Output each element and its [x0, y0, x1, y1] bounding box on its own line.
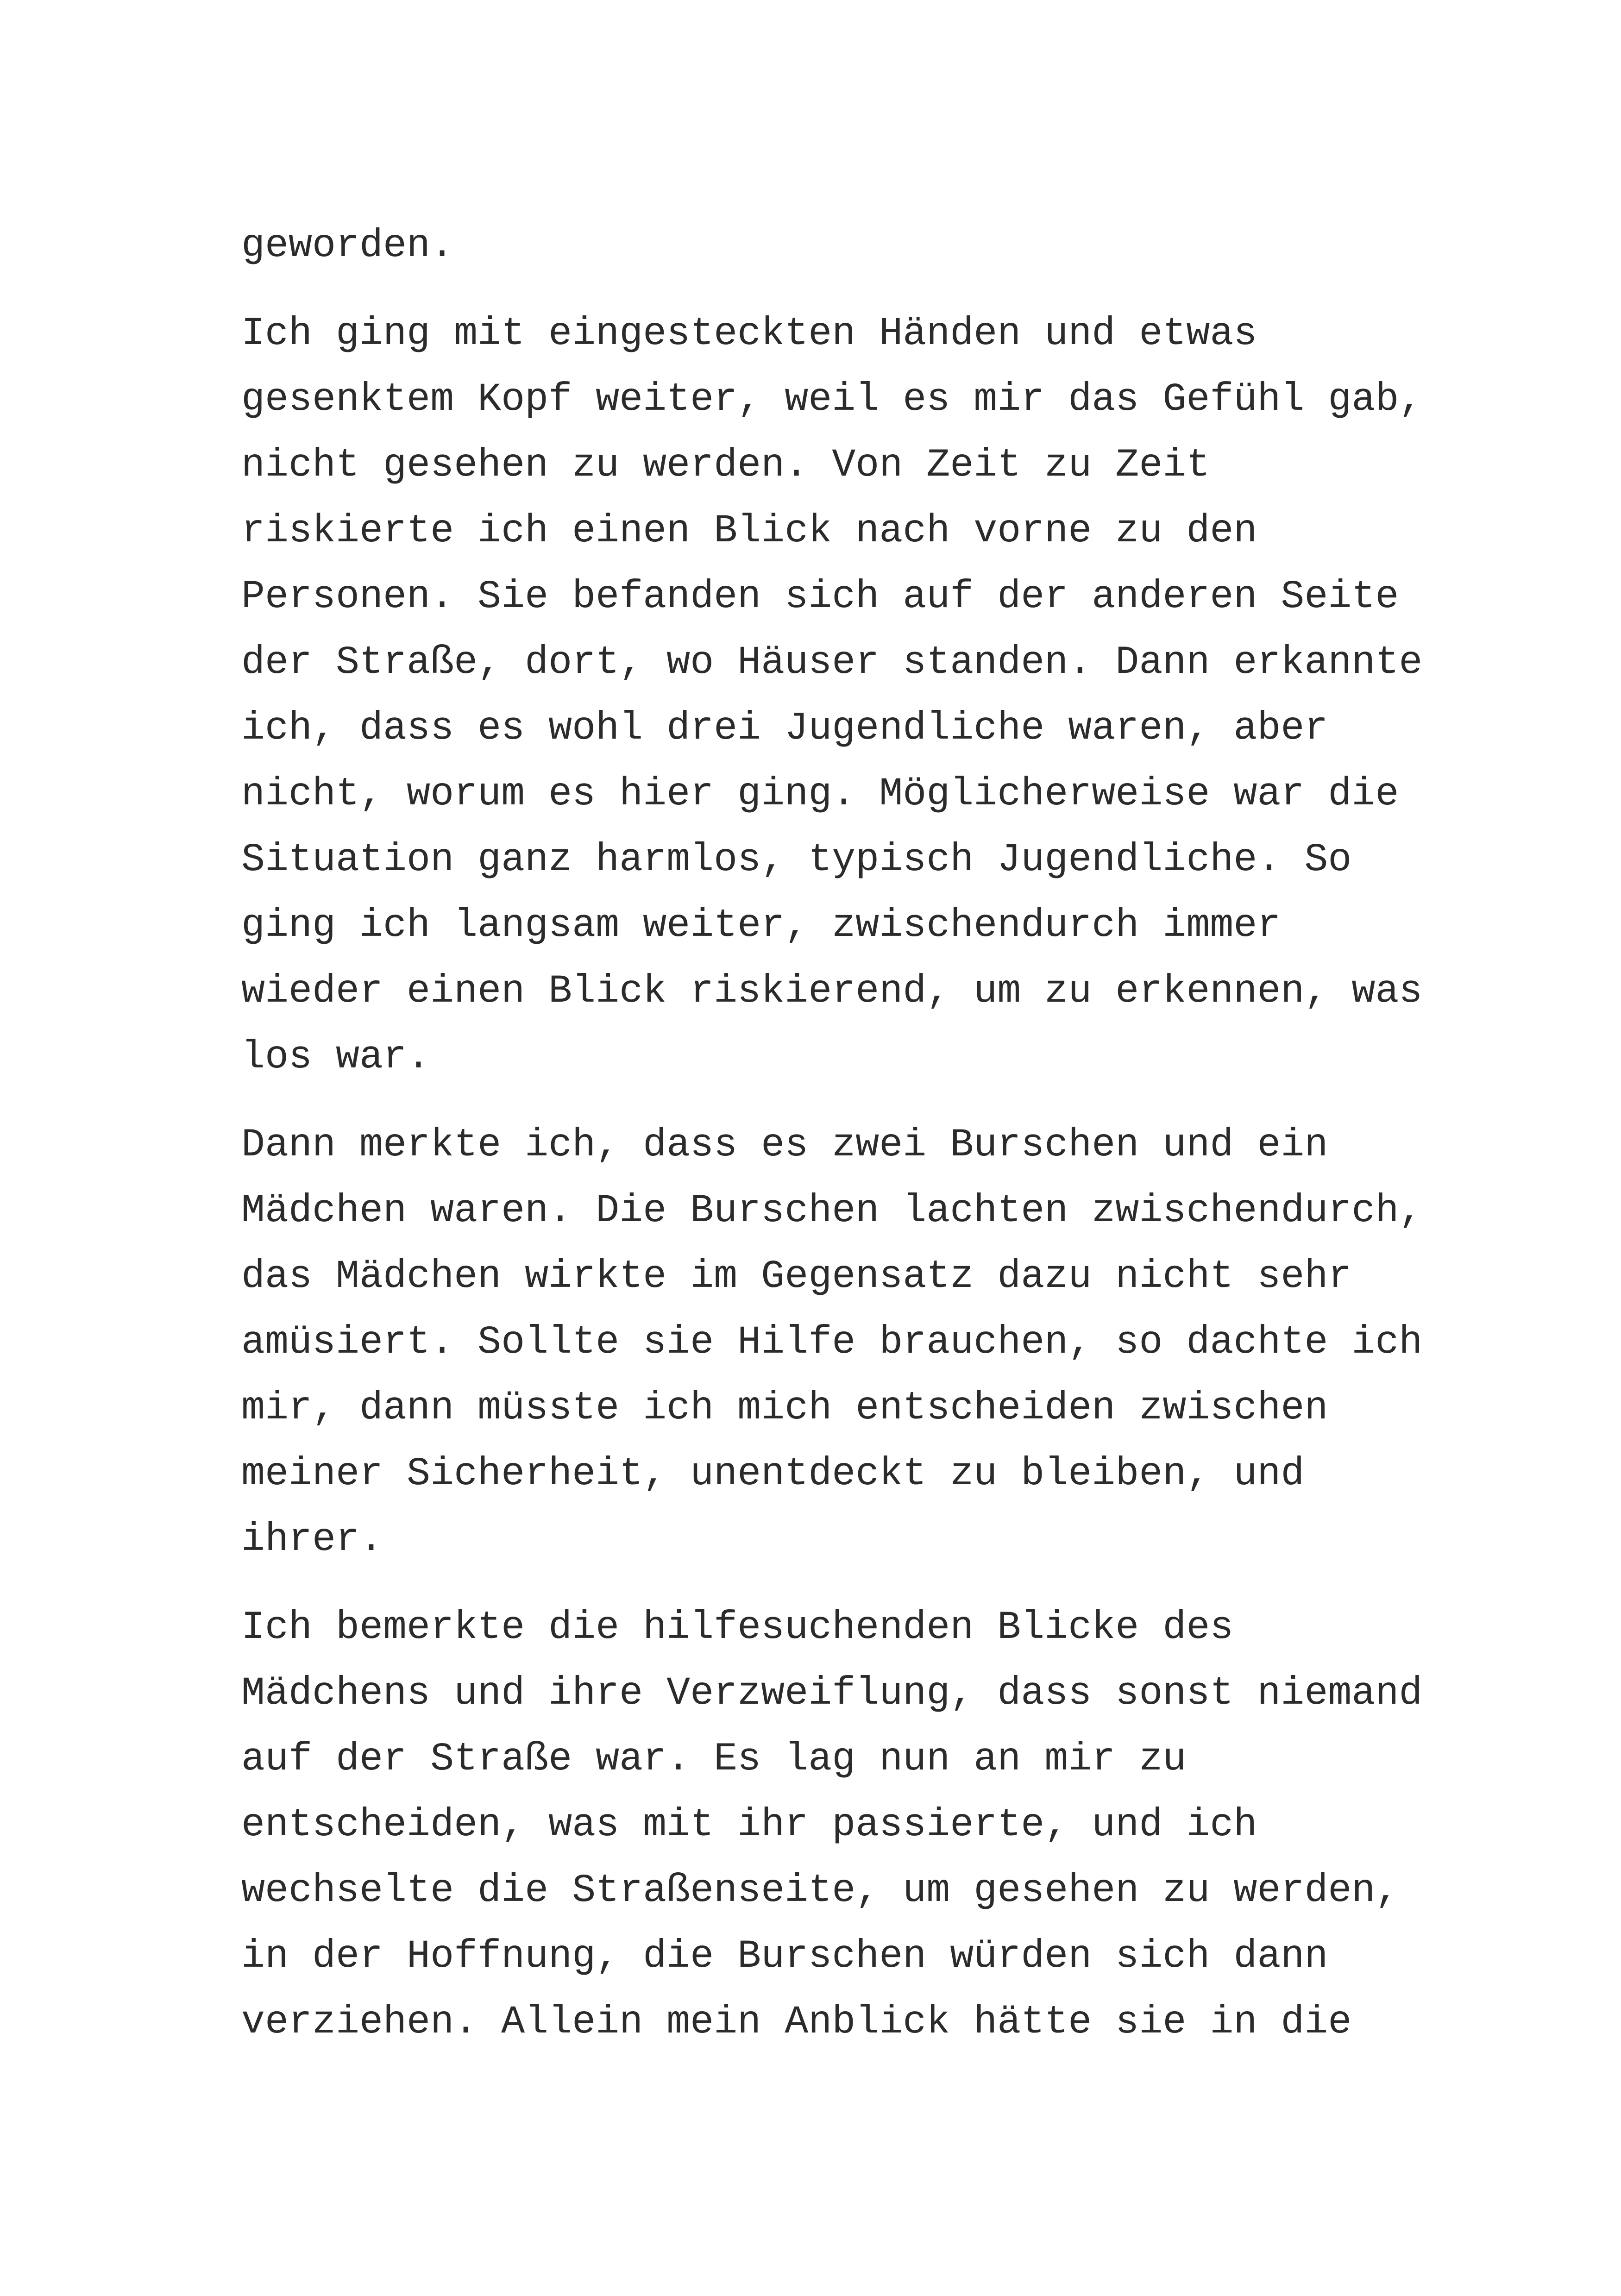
- text-line: auf der Straße war. Es lag nun an mir zu: [241, 1737, 1187, 1782]
- text-line: Mädchens und ihre Verzweiflung, dass sonst niemand: [241, 1671, 1423, 1716]
- paragraph: [241, 301, 1445, 1090]
- text-line: Situation ganz harmlos, typisch Jugendliche. So: [241, 837, 1352, 882]
- text-line: Dann merkte ich, dass es zwei Burschen und ein: [241, 1123, 1328, 1167]
- text-line: los war.: [241, 1035, 431, 1079]
- text-line: nicht gesehen zu werden. Von Zeit zu Zeit: [241, 443, 1210, 488]
- text-line: entscheiden, was mit ihr passierte, und ich: [241, 1802, 1257, 1847]
- text-line: Ich bemerkte die hilfesuchenden Blicke des: [241, 1605, 1234, 1650]
- paragraph: [241, 1112, 1445, 1573]
- text-line: geworden.: [241, 223, 454, 268]
- text-line: wieder einen Blick riskierend, um zu erkennen, was: [241, 969, 1423, 1014]
- text-line: Ich ging mit eingesteckten Händen und etwas: [241, 311, 1257, 356]
- text-line: ich, dass es wohl drei Jugendliche waren, aber: [241, 706, 1328, 751]
- text-line: nicht, worum es hier ging. Möglicherweise war die: [241, 772, 1399, 816]
- text-line: der Straße, dort, wo Häuser standen. Dann erkannte: [241, 640, 1423, 685]
- text-line: das Mädchen wirkte im Gegensatz dazu nicht sehr: [241, 1254, 1352, 1299]
- text-line: gesenktem Kopf weiter, weil es mir das Gefühl gab,: [241, 377, 1423, 422]
- text-line: Personen. Sie befanden sich auf der anderen Seite: [241, 574, 1399, 619]
- text-line: riskierte ich einen Blick nach vorne zu den: [241, 508, 1257, 553]
- paragraph: [241, 1595, 1445, 2055]
- paragraph: [241, 213, 1445, 279]
- body-text: [241, 213, 1445, 2077]
- text-line: wechselte die Straßenseite, um gesehen zu werden,: [241, 1868, 1399, 1913]
- text-line: ging ich langsam weiter, zwischendurch immer: [241, 903, 1281, 948]
- text-line: meiner Sicherheit, unentdeckt zu bleiben, und: [241, 1451, 1305, 1496]
- text-line: verziehen. Allein mein Anblick hätte sie in die: [241, 2000, 1352, 2045]
- text-line: mir, dann müsste ich mich entscheiden zwischen: [241, 1386, 1328, 1430]
- text-line: in der Hoffnung, die Burschen würden sich dann: [241, 1934, 1328, 1979]
- text-line: ihrer.: [241, 1517, 383, 1562]
- text-line: amüsiert. Sollte sie Hilfe brauchen, so dachte ich: [241, 1320, 1423, 1365]
- text-line: Mädchen waren. Die Burschen lachten zwischendurch,: [241, 1188, 1423, 1233]
